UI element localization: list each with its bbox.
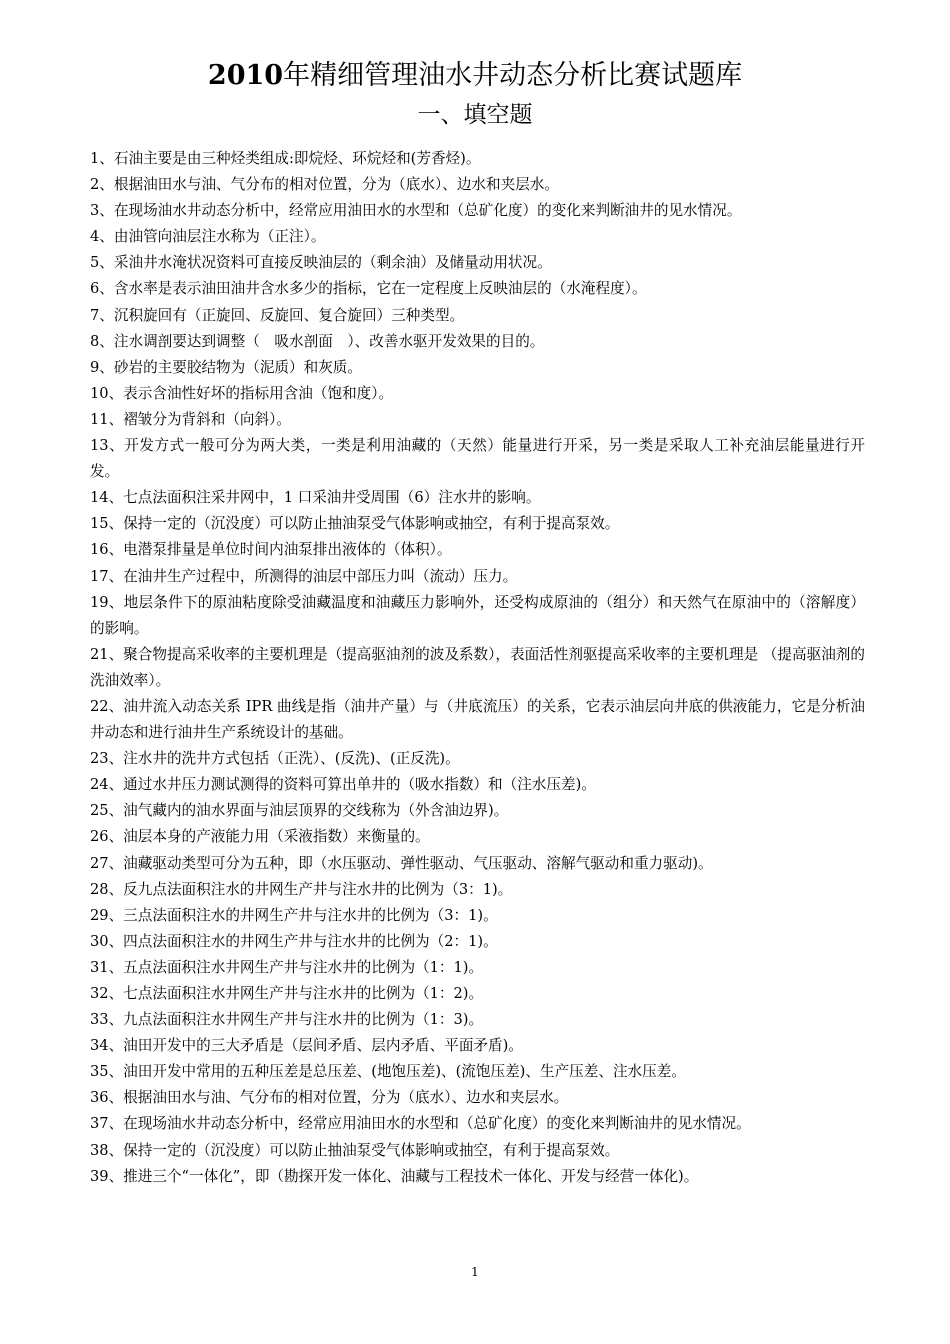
section-heading: 一、填空题 (417, 102, 533, 128)
question-item: 30、四点法面积注水的井网生产井与注水井的比例为（2：1)。 (90, 932, 498, 950)
question-item: 39、推进三个“一体化”，即（勘探开发一体化、油藏与工程技术一体化、开发与经营一体化)。 (90, 1167, 699, 1185)
question-item: 11、褶皱分为背斜和（向斜）。 (90, 410, 291, 428)
question-list (90, 146, 865, 1190)
question-item: 35、油田开发中常用的五种压差是总压差、(地饱压差)、(流饱压差)、生产压差、注水压差。 (90, 1063, 686, 1081)
question-item: 34、油田开发中的三大矛盾是（层间矛盾、层内矛盾、平面矛盾)。 (90, 1037, 523, 1055)
question-item: 23、注水井的洗井方式包括（正洗）、(反洗)、(正反洗)。 (90, 750, 460, 768)
question-item: 3、在现场油水井动态分析中，经常应用油田水的水型和（总矿化度）的变化来判断油井的见水情况。 (90, 202, 742, 220)
question-item: 5、采油井水淹状况资料可直接反映油层的（剩余油）及储量动用状况。 (90, 254, 552, 272)
question-item: 1、石油主要是由三种烃类组成:即烷烃、环烷烃和(芳香烃)。 (90, 150, 481, 167)
question-item: 26、油层本身的产液能力用（采液指数）来衡量的。 (90, 828, 430, 846)
question-item: 19、地层条件下的原油粘度除受油藏温度和油藏压力影响外，还受构成原油的（组分）和天然气在原油中的（溶解度）的影响。 (90, 593, 865, 637)
question-item: 7、沉积旋回有（正旋回、反旋回、复合旋回）三种类型。 (90, 306, 465, 324)
question-item: 29、三点法面积注水的井网生产井与注水井的比例为（3：1)。 (90, 906, 498, 924)
question-item: 17、在油井生产过程中，所测得的油层中部压力叫（流动）压力。 (90, 567, 518, 585)
question-item: 9、砂岩的主要胶结物为（泥质）和灰质。 (90, 358, 362, 376)
question-item: 36、根据油田水与油、气分布的相对位置，分为（底水）、边水和夹层水。 (90, 1089, 569, 1107)
question-item: 27、油藏驱动类型可分为五种，即（水压驱动、弹性驱动、气压驱动、溶解气驱动和重力驱动)。 (90, 854, 713, 872)
question-item: 6、含水率是表示油田油井含水多少的指标，它在一定程度上反映油层的（水淹程度）。 (90, 280, 647, 298)
question-item: 38、保持一定的（沉没度）可以防止抽油泵受气体影响或抽空，有利于提高泵效。 (90, 1141, 620, 1159)
document-title (0, 56, 950, 96)
question-item: 2、根据油田水与油、气分布的相对位置，分为（底水）、边水和夹层水。 (90, 176, 559, 194)
question-item: 21、聚合物提高采收率的主要机理是（提高驱油剂的波及系数），表面活性剂驱提高采收率的主要机理是 （提高驱油剂的洗油效率）。 (90, 645, 865, 689)
page-number: 1 (471, 1265, 479, 1279)
title-text: 年精细管理油水井动态分析比赛试题库 (283, 60, 743, 91)
question-item: 14、七点法面积注采井网中，1 口采油井受周围（6）注水井的影响。 (90, 489, 541, 507)
question-item: 24、通过水井压力测试测得的资料可算出单井的（吸水指数）和（注水压差)。 (90, 776, 596, 794)
question-item: 25、油气藏内的油水界面与油层顶界的交线称为（外含油边界)。 (90, 802, 509, 820)
question-item: 15、保持一定的（沉没度）可以防止抽油泵受气体影响或抽空，有利于提高泵效。 (90, 515, 620, 533)
question-item: 32、七点法面积注水井网生产井与注水井的比例为（1：2)。 (90, 985, 484, 1002)
question-item: 13、开发方式一般可分为两大类，一类是利用油藏的（天然）能量进行开采，另一类是采取人工补充油层能量进行开发。 (90, 437, 865, 481)
question-item: 10、表示含油性好坏的指标用含油（饱和度）。 (90, 384, 394, 402)
question-item: 37、在现场油水井动态分析中，经常应用油田水的水型和（总矿化度）的变化来判断油井的见水情况。 (90, 1115, 751, 1133)
question-item: 4、由油管向油层注水称为（正注）。 (90, 228, 326, 246)
question-item: 8、注水调剖要达到调整（ 吸水剖面 ）、改善水驱开发效果的目的。 (90, 332, 545, 350)
question-item: 33、九点法面积注水井网生产井与注水井的比例为（1：3)。 (90, 1011, 484, 1029)
question-item: 28、反九点法面积注水的井网生产井与注水井的比例为（3：1)。 (90, 880, 513, 898)
question-item: 22、油井流入动态关系 IPR 曲线是指（油井产量）与（井底流压）的关系，它表示油层向井底的供液能力，它是分析油井动态和进行油井生产系统设计的基础。 (90, 697, 865, 742)
question-item: 16、电潜泵排量是单位时间内油泵排出液体的（体积）。 (90, 541, 452, 559)
question-item: 31、五点法面积注水井网生产井与注水井的比例为（1：1)。 (90, 958, 484, 976)
title-year: 2010 (207, 60, 284, 91)
